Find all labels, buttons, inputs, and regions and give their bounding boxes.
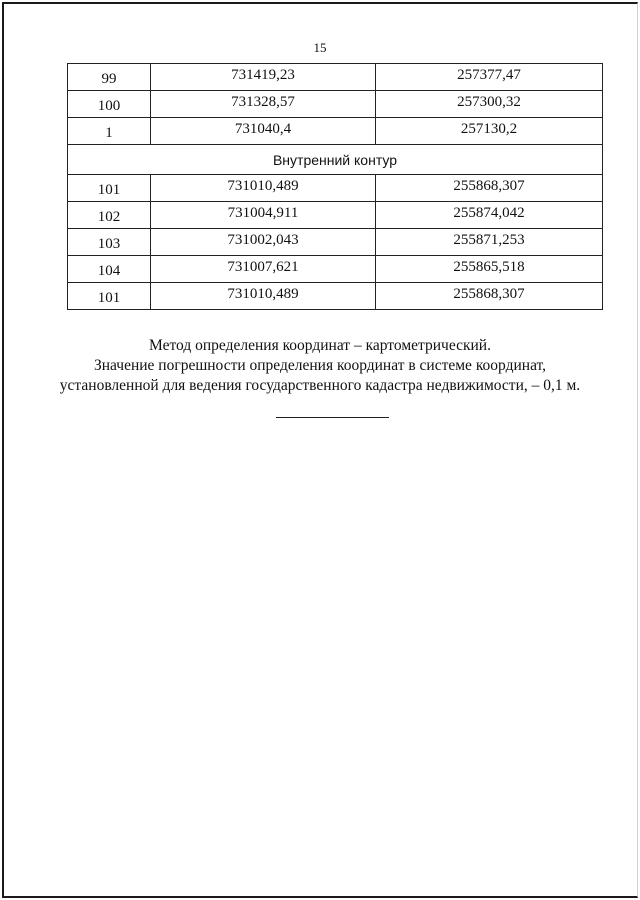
x-coordinate-cell: 731419,23 <box>151 64 376 91</box>
x-coordinate-cell: 731040,4 <box>151 118 376 145</box>
x-coordinate-cell: 731328,57 <box>151 91 376 118</box>
coordinates-table <box>67 63 603 310</box>
x-coordinate-cell: 731010,489 <box>151 175 376 202</box>
y-coordinate-cell: 255871,253 <box>376 229 603 256</box>
x-coordinate-cell: 731010,489 <box>151 283 376 310</box>
point-number-cell: 1 <box>68 118 151 145</box>
table-row <box>68 283 603 310</box>
separator-line <box>276 417 389 418</box>
table-row <box>68 229 603 256</box>
x-coordinate-cell: 731007,621 <box>151 256 376 283</box>
table-row <box>68 175 603 202</box>
y-coordinate-cell: 257300,32 <box>376 91 603 118</box>
table-row <box>68 256 603 283</box>
point-number-cell: 101 <box>68 175 151 202</box>
y-coordinate-cell: 257130,2 <box>376 118 603 145</box>
x-coordinate-cell: 731004,911 <box>151 202 376 229</box>
point-number-cell: 100 <box>68 91 151 118</box>
section-header-row <box>68 145 603 175</box>
y-coordinate-cell: 255868,307 <box>376 283 603 310</box>
table-row <box>68 118 603 145</box>
inner-contour-label: Внутренний контур <box>68 145 603 175</box>
point-number-cell: 104 <box>68 256 151 283</box>
table-row <box>68 202 603 229</box>
table-row <box>68 64 603 91</box>
method-paragraph <box>40 336 600 396</box>
x-coordinate-cell: 731002,043 <box>151 229 376 256</box>
point-number-cell: 101 <box>68 283 151 310</box>
accuracy-line-2: установленной для ведения государственного кадастра недвижимости, – 0,1 м. <box>59 377 581 394</box>
accuracy-line-1: Значение погрешности определения координат в системе координат, <box>93 357 547 374</box>
y-coordinate-cell: 255868,307 <box>376 175 603 202</box>
point-number-cell: 99 <box>68 64 151 91</box>
method-line: Метод определения координат – картометрический. <box>149 337 491 354</box>
y-coordinate-cell: 255865,518 <box>376 256 603 283</box>
point-number-cell: 102 <box>68 202 151 229</box>
point-number-cell: 103 <box>68 229 151 256</box>
table-row <box>68 91 603 118</box>
y-coordinate-cell: 255874,042 <box>376 202 603 229</box>
y-coordinate-cell: 257377,47 <box>376 64 603 91</box>
page-number: 15 <box>313 40 327 55</box>
